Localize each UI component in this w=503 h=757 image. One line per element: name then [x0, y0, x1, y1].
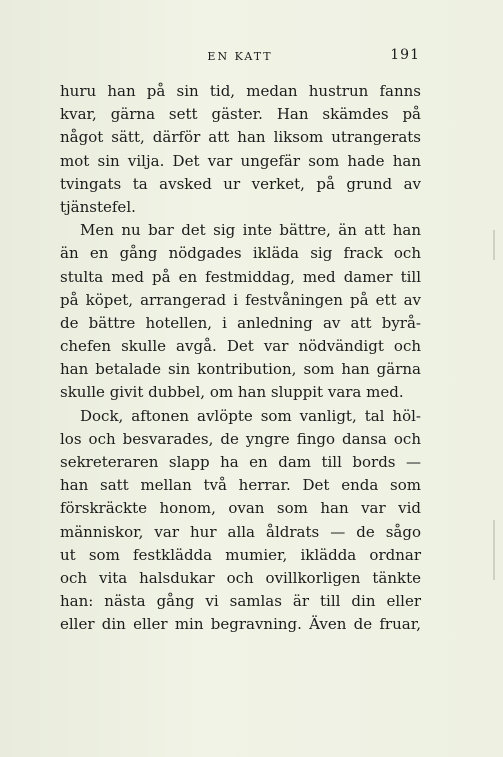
text-line: på köpet, arrangerad i festvåningen på ett av — [60, 290, 421, 309]
text-line: de bättre hotellen, i anledning av att byrå- — [60, 313, 421, 332]
text-line: förskräckte honom, ovan som han var vid — [60, 499, 421, 518]
text-line: människor, var hur alla åldrats — de sågo — [60, 522, 421, 541]
body-text — [60, 80, 421, 637]
page-edge-mark — [493, 520, 495, 580]
text-line: tvingats ta avsked ur verket, på grund av — [60, 174, 421, 193]
text-line: ut som festklädda mumier, iklädda ordnar — [60, 545, 421, 564]
running-title: EN KATT — [207, 50, 273, 63]
text-line: han satt mellan två herrar. Det enda som — [60, 476, 421, 495]
text-line: eller din eller min begravning. Även de fruar, — [60, 615, 421, 634]
paragraph-first-line: Men nu bar det sig inte bättre, än att han — [80, 221, 421, 240]
text-line: han: nästa gång vi samlas är till din eller — [60, 592, 421, 611]
text-line: los och besvarades, de yngre fingo dansa och — [60, 429, 421, 448]
page-edge-mark — [493, 230, 495, 260]
text-line: mot sin vilja. Det var ungefär som hade han — [60, 151, 421, 170]
text-line: skulle givit dubbel, om han sluppit vara med. — [60, 383, 404, 402]
text-line: tjänstefel. — [60, 197, 136, 216]
text-line: och vita halsdukar och ovillkorligen tänkte — [60, 568, 421, 587]
running-head — [60, 47, 420, 67]
text-line: stulta med på en festmiddag, med damer till — [60, 267, 421, 286]
paragraph-first-line: Dock, aftonen avlöpte som vanligt, tal höl- — [80, 406, 421, 425]
text-line: än en gång nödgades ikläda sig frack och — [60, 244, 421, 263]
text-line: något sätt, därför att han liksom utrangerats — [60, 128, 421, 147]
text-line: han betalade sin kontribution, som han gärna — [60, 360, 421, 379]
text-line: chefen skulle avgå. Det var nödvändigt och — [60, 337, 421, 356]
page-number: 191 — [390, 47, 420, 63]
text-line: sekreteraren slapp ha en dam till bords — — [60, 453, 421, 471]
text-line: huru han på sin tid, medan hustrun fanns — [60, 82, 421, 100]
text-line: kvar, gärna sett gäster. Han skämdes på — [60, 105, 421, 124]
